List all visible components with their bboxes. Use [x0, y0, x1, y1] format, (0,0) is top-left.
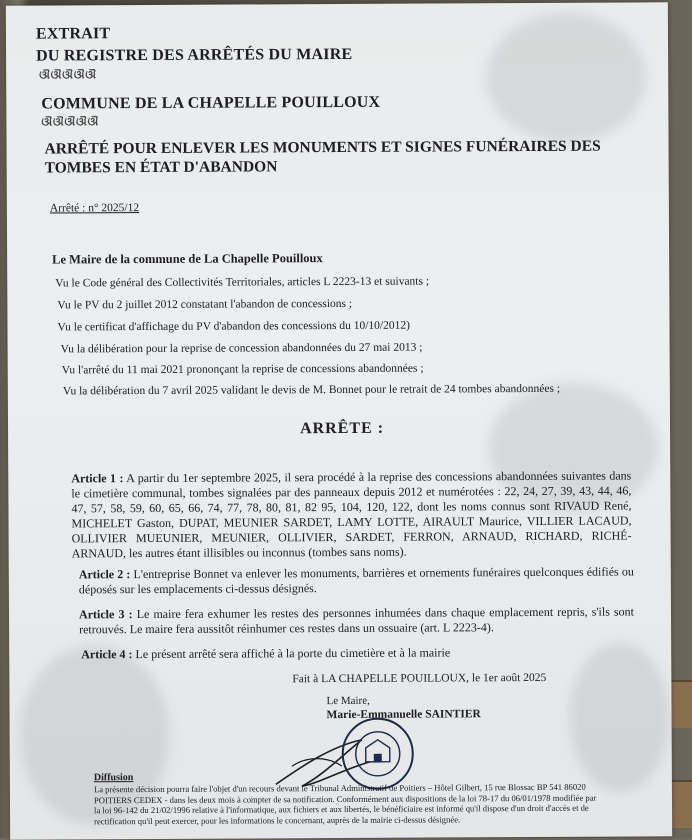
diffusion-text: La présente décision pourra faire l'objet d'un recours devant le Tribunal Administratif de Poitiers – Hôtel Gilbert, 15 rue Blossac BP 541 86020 POITIERS CEDEX - dans les deux mois à compter de sa notification. Conformément aux dispositions de la loi 78-17 du 06/01/1978 modifiée par la loi 96-142 du 21/02/1996 relative à l'informatique, aux fichiers et aux libertés, le bénéficiaire est informé qu'il dispose d'un droit d'accès et de rectification qu'il peut exercer, pour les informations le concernant, auprès de la mairie ci-dessus désignée.	[93, 781, 597, 826]
article-3	[79, 604, 634, 637]
article-1	[71, 468, 631, 561]
ornament-divider: ଔଔଔଔଔ	[41, 116, 100, 129]
article-label: Article 3 :	[78, 607, 133, 622]
preamble-maire: Le Maire de la commune de La Chapelle Pouilloux	[52, 251, 323, 267]
vu-line: Vu le certificat d'affichage du PV d'abandon des concessions du 10/10/2012)	[57, 319, 410, 334]
fait-a-line: Fait à LA CHAPELLE POUILLOUX, le 1er août 2025	[292, 671, 547, 686]
vu-line: Vu la délibération pour la reprise de concession abandonnées du 27 mai 2013 ;	[60, 341, 423, 356]
signatory-name: Marie-Emmanuelle SAINTIER	[326, 708, 481, 722]
registre-heading: DU REGISTRE DES ARRÊTÉS DU MAIRE	[36, 45, 353, 65]
water-stain	[569, 642, 670, 793]
signatory-role: Le Maire,	[326, 694, 370, 708]
vu-line: Vu l'arrêté du 11 mai 2021 prononçant la reprise de concessions abandonnées ;	[61, 362, 424, 377]
diffusion-heading: Diffusion	[93, 772, 134, 784]
posted-notice-sheet	[6, 2, 672, 839]
vu-line: Vu le PV du 2 juillet 2012 constatant l'abandon de concessions ;	[57, 297, 353, 312]
extrait-label: EXTRAIT	[35, 25, 111, 43]
article-text: Le présent arrêté sera affiché à la porte du cimetière et à la mairie	[135, 645, 451, 662]
article-label: Article 2 :	[78, 567, 131, 582]
water-stain	[486, 12, 647, 143]
vu-line: Vu la délibération du 7 avril 2025 validant le devis de M. Bonnet pour le retrait de 24 tombes abandonnées ;	[62, 382, 561, 398]
vu-line: Vu le Code général des Collectivités Territoriales, articles L 2223-13 et suivants ;	[55, 275, 430, 290]
article-4	[81, 644, 636, 662]
ornament-divider: ଔଔଔଔଔ	[39, 69, 97, 82]
commune-heading: COMMUNE DE LA CHAPELLE POUILLOUX	[41, 93, 381, 113]
article-label: Article 4 :	[81, 647, 133, 662]
official-seal-stamp	[340, 716, 416, 792]
arrete-heading: ARRÊTE :	[299, 419, 385, 438]
article-text: L'entreprise Bonnet va enlever les monuments, barrières et ornements funéraires quelconques édifiés ou déposés sur les emplacements ci-dessus désignés.	[78, 564, 634, 597]
article-2	[79, 564, 634, 597]
arrete-reference: Arrêté : n° 2025/12	[49, 202, 140, 215]
article-text: Le maire fera exhumer les restes des personnes inhumées dans chaque emplacement repris, s'ils sont retrouvés. Le maire fera aussitôt réinhumer ces restes dans un ossuaire (art. L 2223-4).	[79, 604, 635, 637]
article-label: Article 1 :	[71, 471, 124, 486]
document-title: ARRÊTÉ POUR ENLEVER LES MONUMENTS ET SIGNES FUNÉRAIRES DES TOMBES EN ÉTAT D'ABANDON	[44, 137, 601, 177]
article-text: A partir du 1er septembre 2025, il sera procédé à la reprise des concessions abandonnées suivantes dans le cimetière communal, tombes signalées par des panneaux depuis 2012 et numérotées : 22, 24, 27, 39, 43, 44, 46, 47, 57, 58, 59, 60, 65, 66, 74, 77, 78, 80, 81, 82 95, 104, 120, 122, dont les noms connus sont RIVAUD René, MICHELET Gaston, DUPAT, MEUNIER SARDET, LAMY LOTTE, AIRAULT Maurice, VILLIER LACAUD, OLLIVIER MUEUNIER, MEUNIER, OLLIVIER, SARDET, FERRON, ARNAUD, RICHARD, RICHÉ-ARNAUD, les autres étant illisibles ou inconnus (tombes sans noms).	[71, 468, 632, 561]
